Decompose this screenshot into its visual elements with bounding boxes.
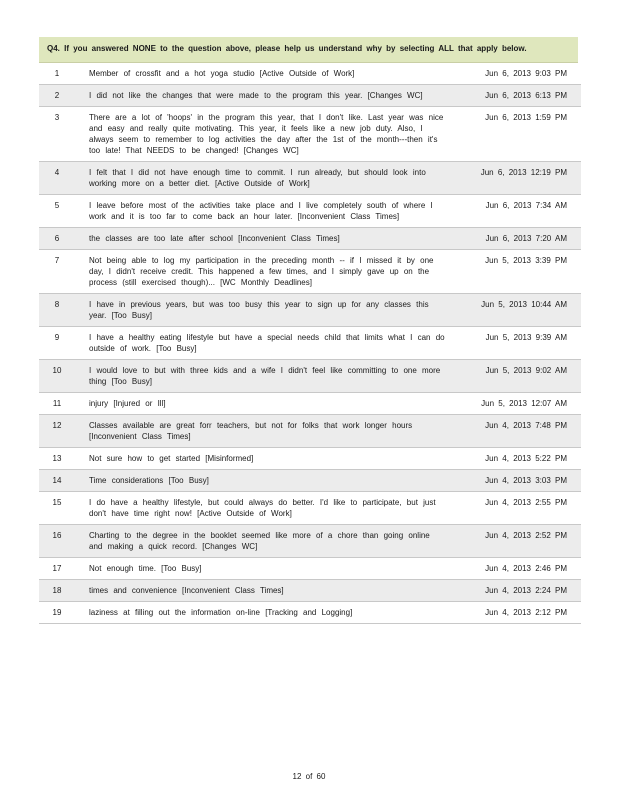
response-number: 3 (39, 107, 81, 162)
response-text: laziness at filling out the information on-line [Tracking and Logging] (81, 602, 463, 624)
response-text: injury [Injured or Ill] (81, 393, 463, 415)
table-row (39, 107, 581, 162)
response-text: Not sure how to get started [Misinformed] (81, 448, 463, 470)
table-row (39, 393, 581, 415)
responses-body (39, 63, 581, 624)
table-row (39, 525, 581, 558)
response-date: Jun 5, 2013 9:02 AM (463, 360, 581, 393)
response-date: Jun 6, 2013 1:59 PM (463, 107, 581, 162)
table-row (39, 415, 581, 448)
response-number: 4 (39, 162, 81, 195)
table-row (39, 580, 581, 602)
response-date: Jun 4, 2013 2:12 PM (463, 602, 581, 624)
response-date: Jun 6, 2013 7:20 AM (463, 228, 581, 250)
response-text: I felt that I did not have enough time to commit. I run already, but should look into working more on a better diet. [Active Outside of Work] (81, 162, 463, 195)
table-row (39, 228, 581, 250)
table-row (39, 250, 581, 294)
response-number: 11 (39, 393, 81, 415)
survey-sheet (39, 37, 578, 624)
response-text: Member of crossfit and a hot yoga studio [Active Outside of Work] (81, 63, 463, 85)
response-text: the classes are too late after school [Inconvenient Class Times] (81, 228, 463, 250)
response-text: I do have a healthy lifestyle, but could always do better. I'd like to participate, but just don't have time right now! [Active Outside of Work] (81, 492, 463, 525)
response-text: There are a lot of 'hoops' in the program this year, that I don't like. Last year was nice and easy and really quite motivating. This year, it feels like a new job duty. Also, I always seem to remember to log activities the day after the 1st of the month---then it's too late! That NEEDS to be changed! [Changes WC] (81, 107, 463, 162)
table-row (39, 162, 581, 195)
response-number: 8 (39, 294, 81, 327)
response-text: I have a healthy eating lifestyle but have a special needs child that limits what I can do outside of work. [Too Busy] (81, 327, 463, 360)
table-row (39, 195, 581, 228)
question-header: Q4. If you answered NONE to the question above, please help us understand why by selecting ALL that apply below. (39, 37, 578, 63)
response-date: Jun 5, 2013 9:39 AM (463, 327, 581, 360)
response-number: 7 (39, 250, 81, 294)
response-number: 9 (39, 327, 81, 360)
response-date: Jun 5, 2013 10:44 AM (463, 294, 581, 327)
response-text: I have in previous years, but was too busy this year to sign up for any classes this year. [Too Busy] (81, 294, 463, 327)
response-text: Classes available are great forr teachers, but not for folks that work longer hours [Inconvenient Class Times] (81, 415, 463, 448)
response-number: 2 (39, 85, 81, 107)
response-text: Time considerations [Too Busy] (81, 470, 463, 492)
response-date: Jun 6, 2013 12:19 PM (463, 162, 581, 195)
table-row (39, 294, 581, 327)
response-date: Jun 6, 2013 6:13 PM (463, 85, 581, 107)
table-row (39, 63, 581, 85)
table-row (39, 470, 581, 492)
response-number: 14 (39, 470, 81, 492)
table-row (39, 448, 581, 470)
response-number: 18 (39, 580, 81, 602)
response-number: 15 (39, 492, 81, 525)
response-text: Not being able to log my participation in the preceding month -- if I missed it by one day, I didn't receive credit. This happened a few times, and I simply gave up on the process (still exercised though)... [WC Monthly Deadlines] (81, 250, 463, 294)
response-number: 10 (39, 360, 81, 393)
table-row (39, 492, 581, 525)
response-number: 16 (39, 525, 81, 558)
response-text: Not enough time. [Too Busy] (81, 558, 463, 580)
response-number: 5 (39, 195, 81, 228)
table-row (39, 360, 581, 393)
response-date: Jun 5, 2013 12:07 AM (463, 393, 581, 415)
response-date: Jun 4, 2013 2:55 PM (463, 492, 581, 525)
response-date: Jun 4, 2013 5:22 PM (463, 448, 581, 470)
table-row (39, 602, 581, 624)
response-date: Jun 6, 2013 7:34 AM (463, 195, 581, 228)
response-date: Jun 4, 2013 2:24 PM (463, 580, 581, 602)
table-row (39, 85, 581, 107)
response-text: I would love to but with three kids and a wife I didn't feel like committing to one more thing [Too Busy] (81, 360, 463, 393)
response-text: times and convenience [Inconvenient Class Times] (81, 580, 463, 602)
response-number: 12 (39, 415, 81, 448)
response-date: Jun 4, 2013 3:03 PM (463, 470, 581, 492)
response-number: 17 (39, 558, 81, 580)
responses-table (39, 63, 581, 624)
response-number: 13 (39, 448, 81, 470)
response-date: Jun 4, 2013 7:48 PM (463, 415, 581, 448)
response-text: Charting to the degree in the booklet seemed like more of a chore than going online and making a quick record. [Changes WC] (81, 525, 463, 558)
response-number: 6 (39, 228, 81, 250)
response-text: I leave before most of the activities take place and I live completely south of where I work and it is too far to come back an hour later. [Inconvenient Class Times] (81, 195, 463, 228)
table-row (39, 558, 581, 580)
response-date: Jun 4, 2013 2:46 PM (463, 558, 581, 580)
table-row (39, 327, 581, 360)
page-number: 12 of 60 (292, 772, 326, 781)
response-date: Jun 5, 2013 3:39 PM (463, 250, 581, 294)
response-date: Jun 4, 2013 2:52 PM (463, 525, 581, 558)
response-text: I did not like the changes that were made to the program this year. [Changes WC] (81, 85, 463, 107)
response-number: 19 (39, 602, 81, 624)
response-date: Jun 6, 2013 9:03 PM (463, 63, 581, 85)
response-number: 1 (39, 63, 81, 85)
